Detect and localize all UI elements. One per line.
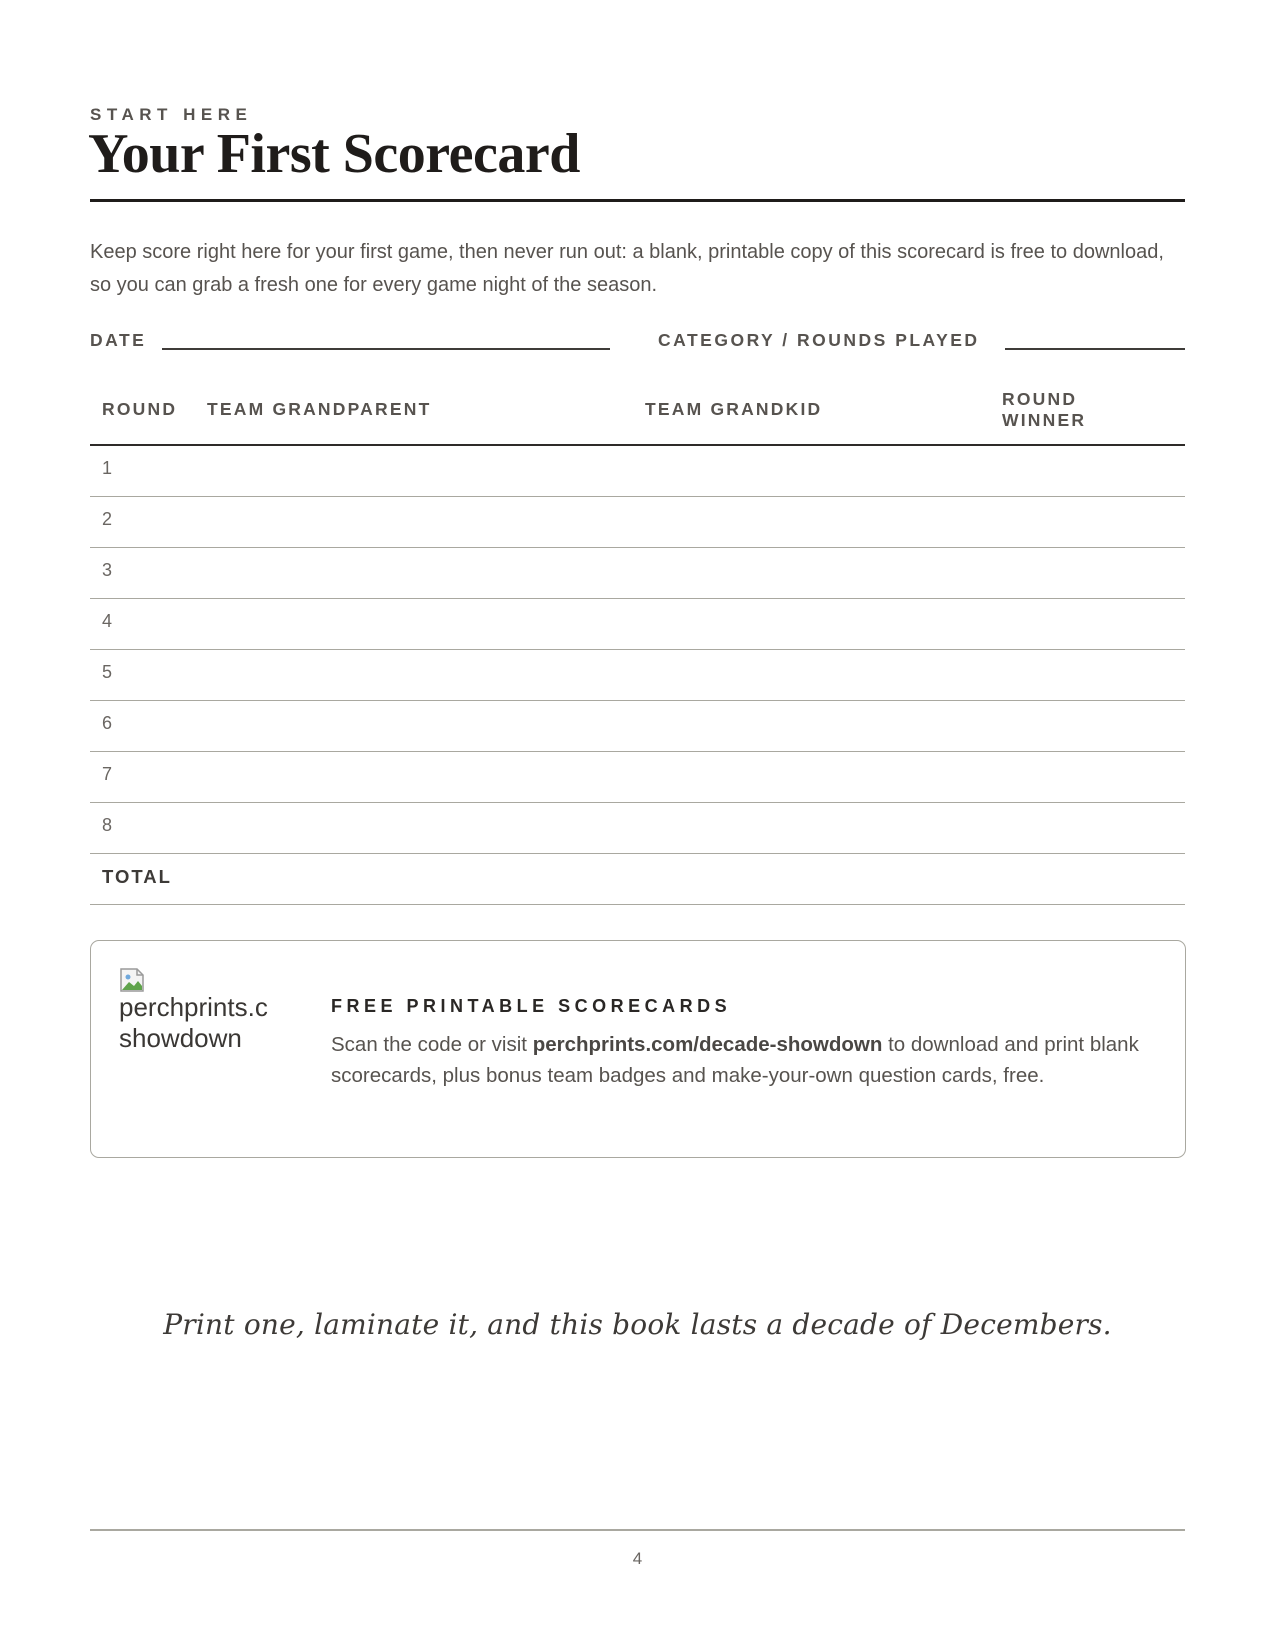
- promo-body-rest: to download and print blank scorecards, plus bonus team badges and make-your-own question cards, free.: [331, 1033, 1139, 1087]
- date-write-line[interactable]: [162, 348, 610, 350]
- round-number: 1: [102, 458, 113, 478]
- tagline: Print one, laminate it, and this book lasts a decade of Decembers.: [163, 1308, 1112, 1341]
- promo-body: [331, 1029, 1161, 1091]
- page-number: 4: [632, 1549, 643, 1568]
- category-write-line[interactable]: [1005, 348, 1185, 350]
- table-row[interactable]: [90, 548, 1185, 599]
- qr-code-image[interactable]: [119, 967, 289, 1054]
- footer-divider: [90, 1529, 1185, 1531]
- column-header-round-winner-line1: ROUND: [1002, 389, 1078, 409]
- total-row[interactable]: [90, 854, 1185, 905]
- round-number: 6: [102, 713, 113, 733]
- column-header-team-grandkid: TEAM GRANDKID: [645, 399, 823, 419]
- round-number: 4: [102, 611, 113, 631]
- round-number: 8: [102, 815, 113, 835]
- column-header-team-grandparent: TEAM GRANDPARENT: [207, 399, 432, 419]
- column-header-round-winner: [1002, 389, 1086, 431]
- title-divider: [90, 199, 1185, 202]
- table-row[interactable]: [90, 752, 1185, 803]
- table-row[interactable]: [90, 650, 1185, 701]
- round-number: 2: [102, 509, 113, 529]
- section-eyebrow: START HERE: [90, 105, 253, 124]
- table-row[interactable]: [90, 599, 1185, 650]
- qr-alt-text-line1: perchprints.c: [119, 992, 268, 1022]
- round-number: 3: [102, 560, 113, 580]
- category-label: CATEGORY / ROUNDS PLAYED: [658, 330, 980, 350]
- round-number: 7: [102, 764, 113, 784]
- promo-heading: FREE PRINTABLE SCORECARDS: [331, 996, 732, 1016]
- promo-body-intro: Scan the code or visit: [331, 1033, 533, 1056]
- broken-image-icon: [119, 967, 145, 993]
- date-label: DATE: [90, 330, 147, 350]
- table-row[interactable]: [90, 497, 1185, 548]
- total-label: TOTAL: [102, 866, 172, 887]
- column-header-round-winner-line2: WINNER: [1002, 410, 1087, 430]
- round-number: 5: [102, 662, 113, 682]
- table-row[interactable]: [90, 803, 1185, 854]
- table-row[interactable]: [90, 701, 1185, 752]
- printable-promo-box: [90, 940, 1186, 1158]
- page-title: Your First Scorecard: [88, 123, 580, 185]
- column-header-round: ROUND: [102, 399, 178, 419]
- intro-paragraph: Keep score right here for your first game, then never run out: a blank, printable copy of this scorecard is free to download, so you can grab a fresh one for every game night of the season.: [90, 241, 1164, 296]
- table-row[interactable]: [90, 446, 1185, 497]
- qr-alt-text-line2: showdown: [119, 1023, 242, 1053]
- download-link[interactable]: perchprints.com/decade-showdown: [532, 1033, 883, 1056]
